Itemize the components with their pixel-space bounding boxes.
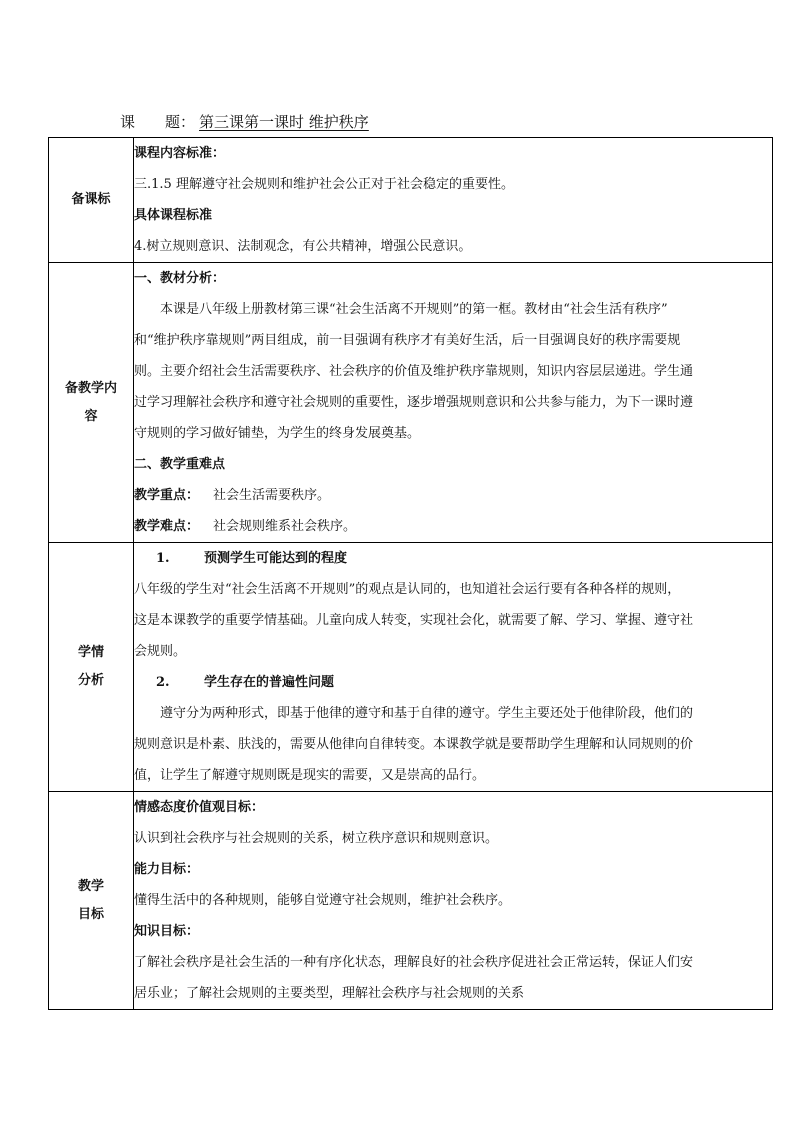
lesson-title <box>120 111 369 132</box>
label-content-line2: 容 <box>84 408 98 424</box>
label-goals <box>49 792 134 1010</box>
analysis-item1-line: 八年级的学生对“社会生活离不开规则”的观点是认同的，也知道社会运行要有各种各样的规则， <box>134 582 681 597</box>
difficult-point-label: 教学难点： <box>134 519 200 534</box>
knowledge-goal-title: 知识目标： <box>134 924 200 939</box>
material-analysis-heading: 一、教材分析： <box>134 271 226 286</box>
row-standard <box>49 138 773 263</box>
content-standard <box>134 138 773 263</box>
content-analysis <box>134 543 773 792</box>
knowledge-goal-line: 了解社会秩序是社会生活的一种有序化状态，理解良好的社会秩序促进社会正常运转，保证人们安 <box>134 955 694 970</box>
ability-goal-title: 能力目标： <box>134 862 200 877</box>
analysis-item2-title: 学生存在的普遍性问题 <box>204 675 335 690</box>
ability-goal-text: 懂得生活中的各种规则，能够自觉遵守社会规则，维护社会秩序。 <box>134 893 512 908</box>
analysis-item1-line: 这是本课教学的重要学情基础。儿童向成人转变，实现社会化，就需要了解、学习、掌握、遵守社 <box>134 613 694 628</box>
row-analysis <box>49 543 773 792</box>
emotion-goal-title: 情感态度价值观目标： <box>134 800 265 815</box>
key-point-label: 教学重点： <box>134 488 200 503</box>
title-label-b: 题： <box>165 113 196 131</box>
difficult-point-text: 社会规则维系社会秩序。 <box>213 519 357 534</box>
analysis-item1-heading <box>134 543 772 574</box>
label-goals-line1: 教学 <box>77 878 104 894</box>
label-content-line1: 备教学内 <box>64 380 117 396</box>
content-goals <box>134 792 773 1010</box>
analysis-item2-line: 值，让学生了解遵守规则既是现实的需要，又是崇高的品行。 <box>134 768 486 783</box>
standard-subheading: 具体课程标准 <box>134 208 213 223</box>
knowledge-goal-line: 居乐业；了解社会规则的主要类型，理解社会秩序与社会规则的关系 <box>134 986 525 1001</box>
label-content <box>49 263 134 543</box>
key-point-text: 社会生活需要秩序。 <box>213 488 331 503</box>
standard-item-2: 4.树立规则意识、法制观念，有公共精神，增强公民意识。 <box>134 239 472 254</box>
label-goals-line2: 目标 <box>77 906 104 922</box>
analysis-item1-num: 1. <box>156 551 170 566</box>
label-analysis-line1: 学情 <box>77 645 104 660</box>
analysis-item2-num: 2. <box>156 675 170 690</box>
material-analysis-line: 守规则的学习做好铺垫，为学生的终身发展奠基。 <box>134 426 421 441</box>
analysis-item2-line: 遵守分为两种形式，即基于他律的遵守和基于自律的遵守。学生主要还处于他律阶段，他们的 <box>160 706 694 721</box>
key-difficult-heading: 二、教学重难点 <box>134 457 226 472</box>
label-analysis <box>49 543 134 792</box>
analysis-item1-line: 会规则。 <box>134 644 187 659</box>
material-analysis-line: 和“维护秩序靠规则”两目组成，前一目强调有秩序才有美好生活，后一目强调良好的秩序需要规 <box>134 333 681 348</box>
row-content <box>49 263 773 543</box>
material-analysis-line: 本课是八年级上册教材第三课“社会生活离不开规则”的第一框。教材由“社会生活有秩序” <box>160 302 668 317</box>
row-goals <box>49 792 773 1010</box>
lesson-plan-table <box>48 137 773 1010</box>
content-teaching <box>134 263 773 543</box>
label-analysis-line2: 分析 <box>77 673 104 688</box>
lesson-title-value: 第三课第一课时 维护秩序 <box>199 113 369 131</box>
material-analysis-line: 过学习理解社会秩序和遵守社会规则的重要性，逐步增强规则意识和公共参与能力，为下一课时遵 <box>134 395 694 410</box>
analysis-item2-heading <box>134 667 772 698</box>
standard-item: 三.1.5 理解遵守社会规则和维护社会公正对于社会稳定的重要性。 <box>134 177 514 192</box>
title-label-a: 课 <box>120 113 136 131</box>
emotion-goal-text: 认识到社会秩序与社会规则的关系，树立秩序意识和规则意识。 <box>134 831 499 846</box>
standard-heading: 课程内容标准： <box>134 146 226 161</box>
key-point <box>134 480 772 511</box>
label-standard: 备课标 <box>49 138 134 263</box>
analysis-item1-title: 预测学生可能达到的程度 <box>204 551 348 566</box>
difficult-point <box>134 511 772 542</box>
analysis-item2-line: 规则意识是朴素、肤浅的，需要从他律向自律转变。本课教学就是要帮助学生理解和认同规则的价 <box>134 737 694 752</box>
material-analysis-line: 则。主要介绍社会生活需要秩序、社会秩序的价值及维护秩序靠规则，知识内容层层递进。学生通 <box>134 364 694 379</box>
